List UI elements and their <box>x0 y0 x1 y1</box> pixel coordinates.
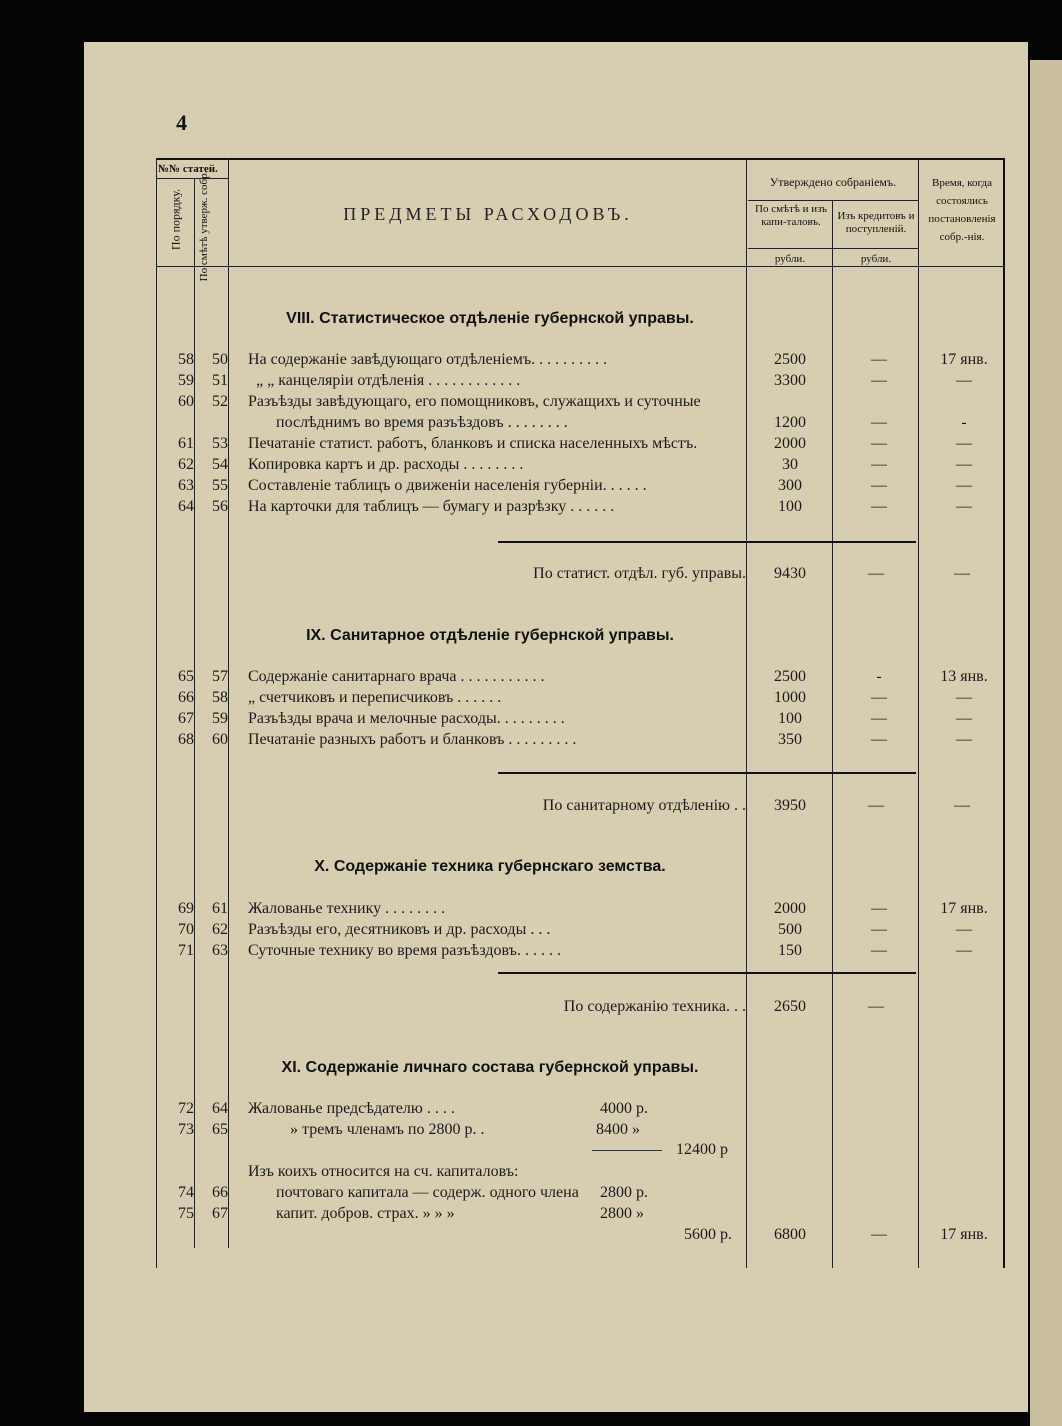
section-total-label: По содержанію техника. . . <box>563 998 746 1015</box>
table-row: 58 50 На содержаніе завѣдующаго отдѣленіемъ. . . . . . . . . . 2500 — 17 янв. <box>178 351 988 368</box>
table-row: 61 53 Печатаніе статист. работъ, бланковъ и списка населенныхъ мѣстъ. 2000 — — <box>178 435 972 452</box>
table-row: 68 60 Печатаніе разныхъ работъ и бланковъ . . . . . . . . . 350 — — <box>178 731 972 748</box>
table-row: 64 56 На карточки для таблицъ — бумагу и разрѣзку . . . . . . 100 — — <box>178 498 972 515</box>
table-row: 5600 р. 6800 — 17 янв. <box>684 1226 988 1243</box>
table-row: 75 67 капит. добров. страх. » » » 2800 » <box>178 1205 644 1222</box>
header-approved-credits: Изъ кредитовъ и поступленій. <box>837 210 915 235</box>
header-unit-2: рубли. <box>860 253 892 265</box>
total-rule <box>498 541 916 543</box>
section-title: X. Содержаніе техника губернскаго земства. <box>314 858 666 875</box>
table-row: послѣднимъ во время разъѣздовъ . . . . . . . . 1200 — - <box>276 414 967 431</box>
section-total-label: По санитарному отдѣленію . . <box>542 797 746 814</box>
table-left-border <box>156 158 157 1268</box>
table-row: 66 58 „ счетчиковъ и переписчиковъ . . . . . . 1000 — — <box>178 689 972 706</box>
total-rule <box>498 972 916 974</box>
units-rule <box>748 248 918 249</box>
section-total-date: — <box>954 797 970 814</box>
table-row: 72 64 Жалованье предсѣдателю . . . . 4000 р. <box>178 1100 648 1117</box>
next-page-edge <box>1030 60 1062 1426</box>
table-row: 69 61 Жалованье технику . . . . . . . . 2000 — 17 янв. <box>178 900 988 917</box>
header-approved: Утверждено собраніемъ. <box>769 175 897 189</box>
section-total-credit: — <box>868 998 884 1015</box>
section-total-date: — <box>954 565 970 582</box>
section-total-value: 3950 <box>774 797 806 814</box>
header-time: Время, когда состоялись постановленія собр.-нія. <box>928 177 996 243</box>
section-total-value: 9430 <box>774 565 806 582</box>
table-row: 63 55 Составленіе таблицъ о движеніи населенія губерніи. . . . . . 300 — — <box>178 477 972 494</box>
header-col-estimate: По смѣтѣ утверж. собр. <box>198 170 210 282</box>
section-total-value: 2650 <box>774 998 806 1015</box>
section-total-credit: — <box>868 565 884 582</box>
table-row: 62 54 Копировка картъ и др. расходы . . . . . . . . 30 — — <box>178 456 972 473</box>
table-row: 67 59 Разъѣзды врача и мелочные расходы. . . . . . . . . 100 — — <box>178 710 972 727</box>
table-row: 71 63 Суточные технику во время разъѣздовъ. . . . . . 150 — — <box>178 942 972 959</box>
section-total-credit: — <box>868 797 884 814</box>
table-top-rule <box>156 158 1004 160</box>
table-row: 12400 р <box>676 1141 728 1158</box>
table-row: 70 62 Разъѣзды его, десятниковъ и др. расходы . . . 500 — — <box>178 921 972 938</box>
total-rule <box>498 772 916 774</box>
header-col-order: По порядку. <box>168 188 183 251</box>
table-row: 65 57 Содержаніе санитарнаго врача . . . . . . . . . . . 2500 - 13 янв. <box>178 668 988 685</box>
header-items: ПРЕДМЕТЫ РАСХОДОВЪ. <box>343 204 633 224</box>
section-title: VIII. Статистическое отдѣленіе губернской управы. <box>286 310 694 327</box>
header-col-group: №№ статей. <box>158 163 218 175</box>
page-number: 4 <box>176 110 187 135</box>
section-title: IX. Санитарное отдѣленіе губернской управы. <box>306 627 674 644</box>
table-row: 74 66 почтоваго капитала — содерж. одного члена 2800 р. <box>178 1184 648 1201</box>
table-row: 73 65 » тремъ членамъ по 2800 р. . 8400 » <box>178 1121 640 1138</box>
table-row: Изъ коихъ относится на сч. капиталовъ: <box>248 1163 519 1180</box>
section-total-label: По статист. отдѣл. губ. управы. <box>533 565 746 582</box>
header-unit-1: рубли. <box>774 253 806 265</box>
header-bottom-rule <box>156 266 1004 267</box>
table-row: 60 52 Разъѣзды завѣдующаго, его помощниковъ, служащихъ и суточные <box>178 393 701 410</box>
table-row: 59 51 „ „ канцеляріи отдѣленія . . . . . . . . . . . . 3300 — — <box>178 372 972 389</box>
approved-rule <box>748 200 918 201</box>
section-title: XI. Содержаніе личнаго состава губернской управы. <box>281 1059 699 1076</box>
header-approved-estimate: По смѣтѣ и изъ капи-таловъ. <box>755 203 827 228</box>
